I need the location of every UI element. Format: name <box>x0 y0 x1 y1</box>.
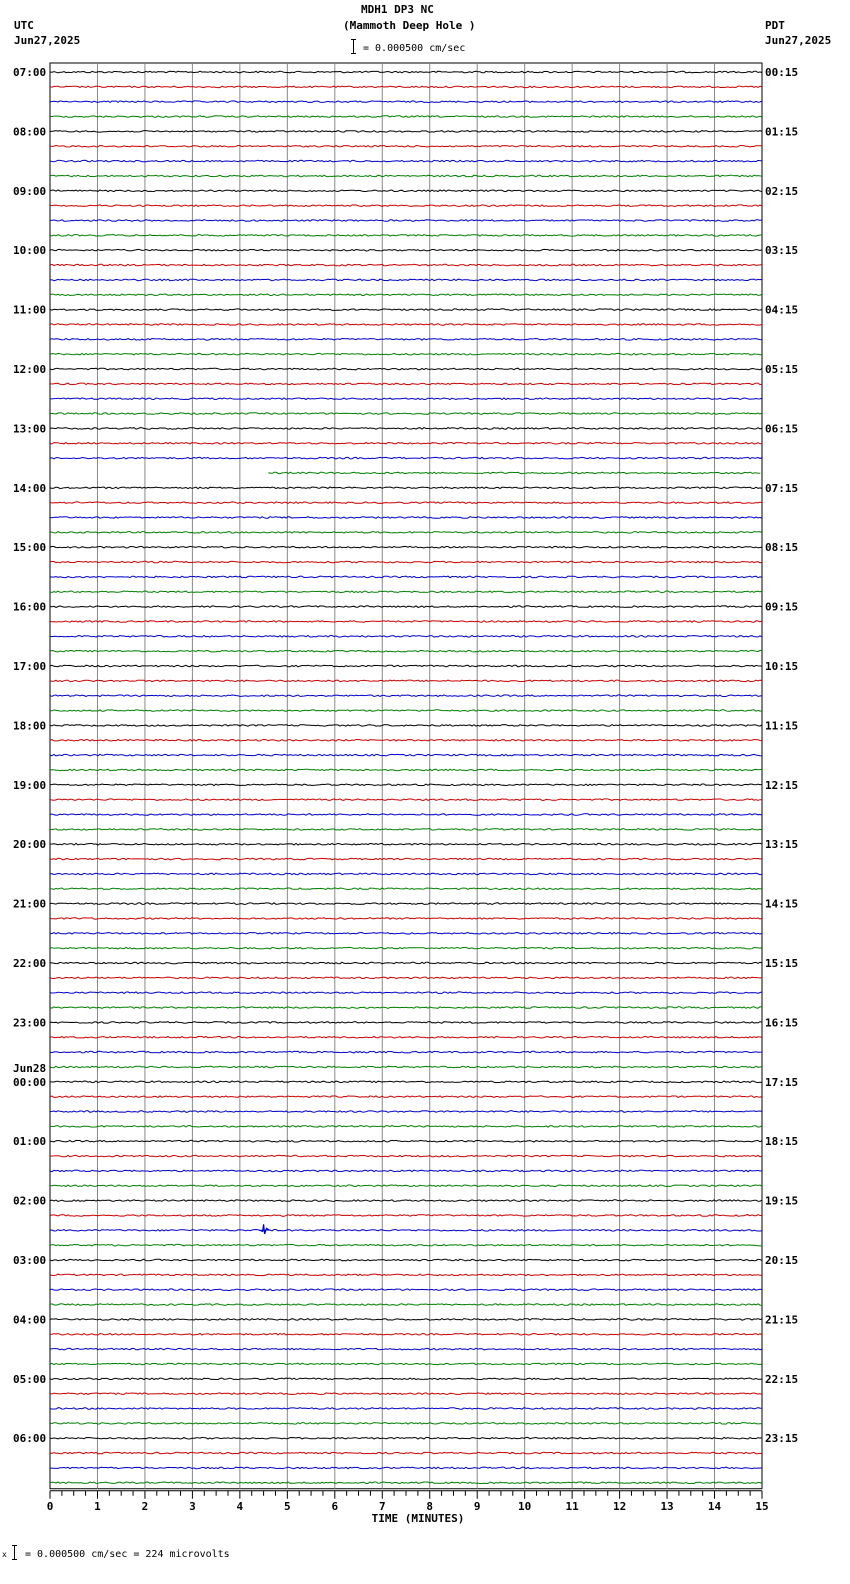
trace-line <box>50 249 762 251</box>
pdt-hour-label: 09:15 <box>765 600 799 614</box>
trace-line <box>50 665 762 667</box>
trace-line <box>50 1482 762 1484</box>
pdt-hour-label: 06:15 <box>765 422 799 436</box>
trace-line <box>50 160 762 162</box>
trace-line <box>50 175 762 177</box>
trace-line <box>50 710 762 712</box>
trace-line <box>50 947 762 949</box>
utc-hour-label: 16:00 <box>13 600 47 614</box>
trace-line <box>50 443 762 445</box>
trace-line <box>50 814 762 816</box>
trace-line <box>50 1007 762 1009</box>
trace-line <box>50 487 762 489</box>
utc-hour-label: 05:00 <box>13 1372 47 1386</box>
trace-line <box>50 1022 762 1024</box>
event-spike <box>260 1224 270 1234</box>
station-title: MDH1 DP3 NC <box>361 3 434 16</box>
utc-hour-label: 13:00 <box>13 422 47 436</box>
utc-hour-label: 04:00 <box>13 1313 47 1327</box>
trace-line <box>50 754 762 756</box>
trace-line <box>50 264 762 266</box>
trace-line <box>50 1304 762 1306</box>
left-zone-label: UTC <box>14 19 34 32</box>
right-date-label: Jun27,2025 <box>765 34 832 47</box>
location-title: (Mammoth Deep Hole ) <box>343 19 476 32</box>
trace-line <box>50 324 762 326</box>
x-tick-label: 13 <box>660 1499 674 1513</box>
trace-line <box>50 457 762 459</box>
utc-hour-label: 02:00 <box>13 1194 47 1208</box>
trace-line <box>50 220 762 222</box>
pdt-hour-label: 15:15 <box>765 957 799 970</box>
trace-line <box>268 472 760 474</box>
trace-line <box>50 1200 762 1202</box>
pdt-hour-label: 13:15 <box>765 838 799 852</box>
x-tick-label: 4 <box>236 1499 244 1513</box>
pdt-hour-label: 10:15 <box>765 660 799 673</box>
trace-line <box>50 502 762 504</box>
trace-line <box>50 1467 762 1469</box>
x-tick-label: 0 <box>46 1499 54 1513</box>
trace-line <box>50 799 762 801</box>
utc-hour-label: 09:00 <box>13 184 47 198</box>
x-tick-label: 5 <box>284 1499 291 1513</box>
trace-line <box>50 1423 762 1425</box>
utc-hour-label: 12:00 <box>13 363 47 376</box>
pdt-hour-label: 11:15 <box>765 719 799 733</box>
trace-line <box>50 977 762 979</box>
trace-line <box>50 680 762 682</box>
trace-line <box>50 576 762 578</box>
x-tick-label: 8 <box>426 1499 434 1513</box>
pdt-hour-label: 03:15 <box>765 244 799 258</box>
trace-line <box>50 933 762 935</box>
utc-hour-label: 18:00 <box>13 719 47 733</box>
x-tick-label: 6 <box>331 1499 339 1513</box>
trace-line <box>50 368 762 370</box>
trace-line <box>50 591 762 593</box>
trace-line <box>50 546 762 548</box>
utc-hour-label: 22:00 <box>13 957 47 970</box>
trace-line <box>50 190 762 192</box>
x-tick-label: 2 <box>141 1499 149 1513</box>
left-date-label: Jun27,2025 <box>14 34 81 47</box>
utc-hour-label: 17:00 <box>13 660 47 673</box>
trace-line <box>50 294 762 296</box>
trace-line <box>50 650 762 652</box>
x-tick-label: 15 <box>755 1499 769 1513</box>
pdt-hour-label: 21:15 <box>765 1313 799 1327</box>
trace-line <box>50 235 762 237</box>
trace-line <box>50 279 762 281</box>
pdt-hour-label: 14:15 <box>765 897 799 911</box>
pdt-hour-label: 18:15 <box>765 1135 799 1149</box>
utc-hour-label: 00:00 <box>13 1075 47 1089</box>
trace-line <box>50 1066 762 1068</box>
x-tick-label: 7 <box>378 1499 386 1513</box>
pdt-hour-label: 19:15 <box>765 1194 799 1208</box>
trace-line <box>50 992 762 994</box>
trace-line <box>50 1230 762 1232</box>
x-tick-label: 14 <box>707 1499 722 1513</box>
trace-line <box>50 1393 762 1395</box>
trace-line <box>50 888 762 890</box>
trace-line <box>50 1378 762 1380</box>
pdt-hour-label: 05:15 <box>765 363 799 376</box>
x-tick-label: 1 <box>94 1499 101 1513</box>
pdt-hour-label: 02:15 <box>765 184 799 198</box>
x-tick-label: 9 <box>473 1499 481 1513</box>
utc-hour-label: 10:00 <box>13 244 47 258</box>
x-tick-label: 3 <box>189 1499 196 1513</box>
trace-line <box>50 353 762 355</box>
trace-line <box>50 843 762 845</box>
trace-line <box>50 1274 762 1276</box>
trace-line <box>50 1452 762 1454</box>
utc-hour-label: 23:00 <box>13 1016 47 1030</box>
pdt-hour-label: 08:15 <box>765 541 799 555</box>
trace-line <box>50 532 762 534</box>
pdt-hour-label: 00:15 <box>765 66 799 79</box>
trace-line <box>50 86 762 88</box>
trace-line <box>50 858 762 860</box>
pdt-hour-label: 16:15 <box>765 1016 799 1030</box>
trace-line <box>50 695 762 697</box>
x-tick-label: 11 <box>565 1499 579 1513</box>
utc-hour-label: 19:00 <box>13 778 47 792</box>
trace-line <box>50 1215 762 1217</box>
utc-hour-label: 15:00 <box>13 541 47 555</box>
utc-hour-label: 07:00 <box>13 66 47 79</box>
trace-line <box>50 383 762 385</box>
trace-line <box>50 1244 762 1246</box>
trace-line <box>50 517 762 519</box>
utc-hour-label: 08:00 <box>13 125 47 139</box>
pdt-hour-label: 01:15 <box>765 125 799 139</box>
trace-line <box>50 636 762 638</box>
footer-scale-label: = 0.000500 cm/sec = 224 microvolts <box>25 1549 230 1560</box>
trace-line <box>50 561 762 563</box>
trace-line <box>50 962 762 964</box>
utc-hour-label: 11:00 <box>13 303 47 317</box>
trace-line <box>50 146 762 148</box>
trace-line <box>50 309 762 311</box>
trace-line <box>50 398 762 400</box>
utc-hour-label: 21:00 <box>13 897 47 911</box>
trace-line <box>50 769 762 771</box>
trace-line <box>50 428 762 430</box>
footer-prefix: x <box>2 1550 7 1559</box>
scale-label: = 0.000500 cm/sec <box>363 43 466 54</box>
utc-hour-label: 03:00 <box>13 1254 47 1267</box>
trace-line <box>50 1185 762 1187</box>
trace-line <box>50 1081 762 1083</box>
pdt-hour-label: 17:15 <box>765 1075 799 1089</box>
trace-line <box>50 1348 762 1350</box>
trace-line <box>50 1363 762 1365</box>
pdt-hour-label: 20:15 <box>765 1254 799 1267</box>
trace-line <box>50 1259 762 1261</box>
trace-line <box>50 1111 762 1113</box>
utc-hour-label: 01:00 <box>13 1135 47 1149</box>
footer-scale-icon <box>12 1545 17 1560</box>
trace-line <box>50 131 762 133</box>
trace-line <box>50 1155 762 1157</box>
trace-line <box>50 784 762 786</box>
trace-line <box>50 1051 762 1053</box>
pdt-hour-label: 22:15 <box>765 1372 799 1386</box>
trace-line <box>50 1096 762 1098</box>
trace-line <box>50 1126 762 1128</box>
trace-line <box>50 1319 762 1321</box>
trace-line <box>50 413 762 415</box>
trace-line <box>50 903 762 905</box>
trace-line <box>50 71 762 73</box>
utc-hour-label: 14:00 <box>13 481 47 495</box>
date-change-label: Jun28 <box>13 1061 47 1075</box>
trace-line <box>50 621 762 623</box>
pdt-hour-label: 07:15 <box>765 481 799 495</box>
x-tick-label: 10 <box>518 1499 532 1513</box>
trace-line <box>50 873 762 875</box>
utc-hour-label: 20:00 <box>13 838 47 852</box>
trace-line <box>50 1140 762 1142</box>
trace-line <box>50 1437 762 1439</box>
trace-line <box>50 829 762 831</box>
trace-line <box>50 606 762 608</box>
trace-line <box>50 1334 762 1336</box>
pdt-hour-label: 04:15 <box>765 303 799 317</box>
utc-hour-label: 06:00 <box>13 1432 47 1446</box>
trace-line <box>50 1170 762 1172</box>
right-zone-label: PDT <box>765 19 785 32</box>
pdt-hour-label: 23:15 <box>765 1432 799 1446</box>
pdt-hour-label: 12:15 <box>765 778 799 792</box>
x-axis-title: TIME (MINUTES) <box>371 1511 465 1525</box>
trace-line <box>50 116 762 118</box>
trace-line <box>50 205 762 207</box>
trace-line <box>50 101 762 103</box>
trace-line <box>50 725 762 727</box>
trace-line <box>50 339 762 341</box>
x-tick-label: 12 <box>612 1499 627 1513</box>
trace-line <box>50 740 762 742</box>
trace-line <box>50 918 762 920</box>
trace-line <box>50 1289 762 1291</box>
trace-line <box>50 1408 762 1410</box>
trace-line <box>50 1037 762 1039</box>
